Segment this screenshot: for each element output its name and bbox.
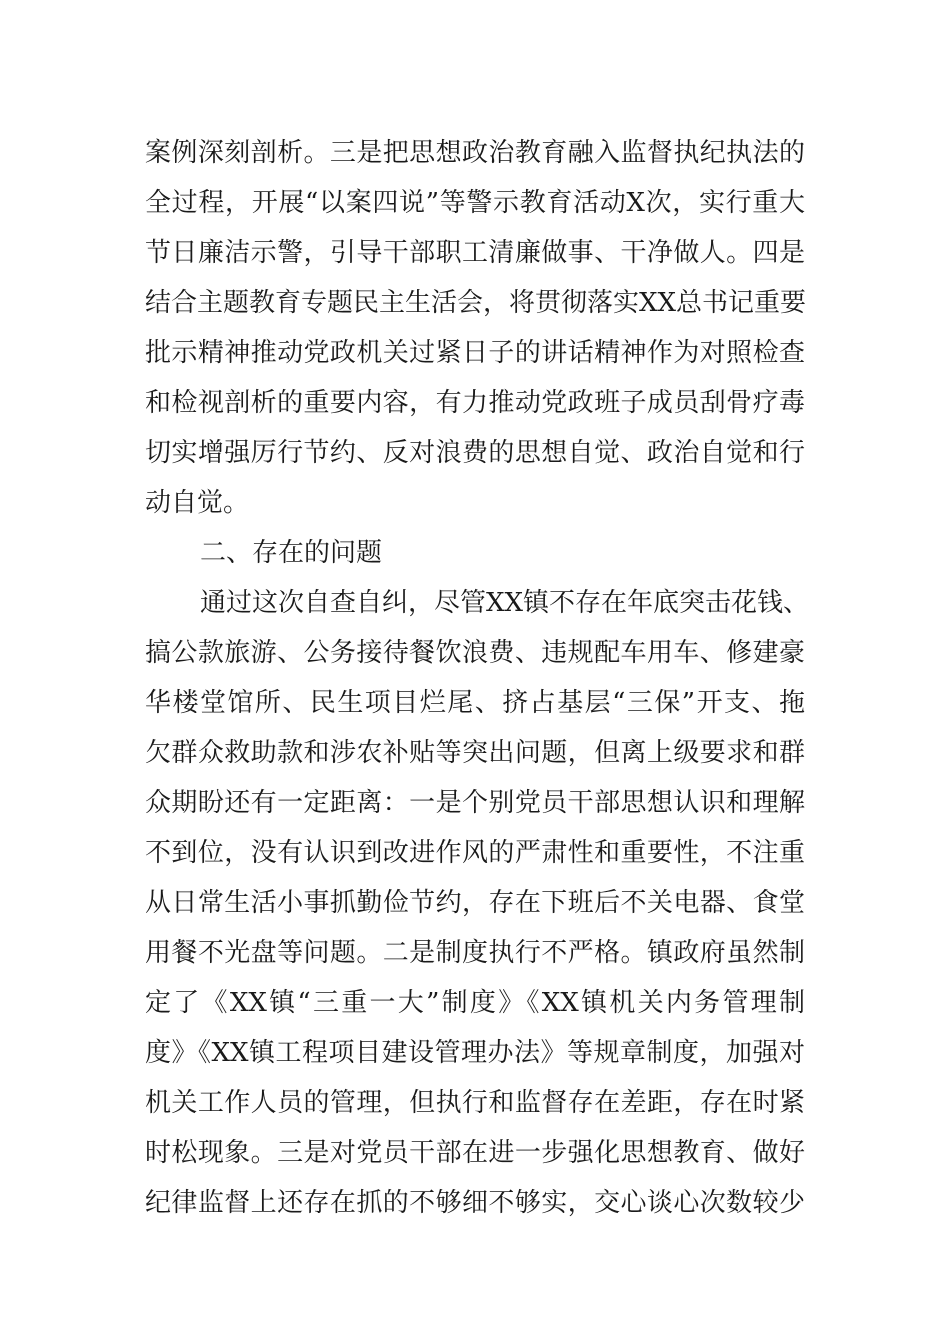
paragraph-line: 动自觉。 <box>145 488 250 518</box>
paragraph-line: 众期盼还有一定距离：一是个别党员干部思想认识和理解 <box>145 788 805 818</box>
paragraph-line: 时松现象。三是对党员干部在进一步强化思想教育、做好 <box>145 1138 805 1168</box>
paragraph-line: 案例深刻剖析。三是把思想政治教育融入监督执纪执法的 <box>145 138 805 168</box>
paragraph-line: 纪律监督上还存在抓的不够细不够实，交心谈心次数较少 <box>145 1188 805 1218</box>
paragraph-line: 全过程，开展“以案四说”等警示教育活动X次，实行重大 <box>145 188 805 218</box>
paragraph-line: 和检视剖析的重要内容，有力推动党政班子成员刮骨疗毒 <box>145 388 805 418</box>
paragraph-line: 欠群众救助款和涉农补贴等突出问题，但离上级要求和群 <box>145 738 805 768</box>
paragraph-2 <box>145 578 810 1228</box>
paragraph-line: 搞公款旅游、公务接待餐饮浪费、违规配车用车、修建豪 <box>145 638 805 668</box>
paragraph-line: 节日廉洁示警，引导干部职工清廉做事、干净做人。四是 <box>145 238 805 268</box>
section-heading: 二、存在的问题 <box>200 538 383 568</box>
paragraph-line: 定了《XX镇“三重一大”制度》《XX镇机关内务管理制 <box>145 988 805 1018</box>
paragraph-line: 用餐不光盘等问题。二是制度执行不严格。镇政府虽然制 <box>145 938 805 968</box>
paragraph-line: 切实增强厉行节约、反对浪费的思想自觉、政治自觉和行 <box>145 438 805 468</box>
document-body <box>145 128 810 1228</box>
paragraph-1 <box>145 128 805 528</box>
paragraph-line: 结合主题教育专题民主生活会，将贯彻落实XX总书记重要 <box>145 288 807 318</box>
paragraph-line: 批示精神推动党政机关过紧日子的讲话精神作为对照检查 <box>145 338 805 368</box>
paragraph-line: 华楼堂馆所、民生项目烂尾、挤占基层“三保”开支、拖 <box>145 688 805 718</box>
paragraph-line: 不到位，没有认识到改进作风的严肃性和重要性，不注重 <box>145 838 805 868</box>
paragraph-line: 机关工作人员的管理，但执行和监督存在差距，存在时紧 <box>145 1088 805 1118</box>
paragraph-line: 通过这次自查自纠，尽管XX镇不存在年底突击花钱、 <box>200 588 810 618</box>
paragraph-line: 从日常生活小事抓勤俭节约，存在下班后不关电器、食堂 <box>145 888 805 918</box>
paragraph-line: 度》《XX镇工程项目建设管理办法》等规章制度，加强对 <box>145 1038 805 1068</box>
